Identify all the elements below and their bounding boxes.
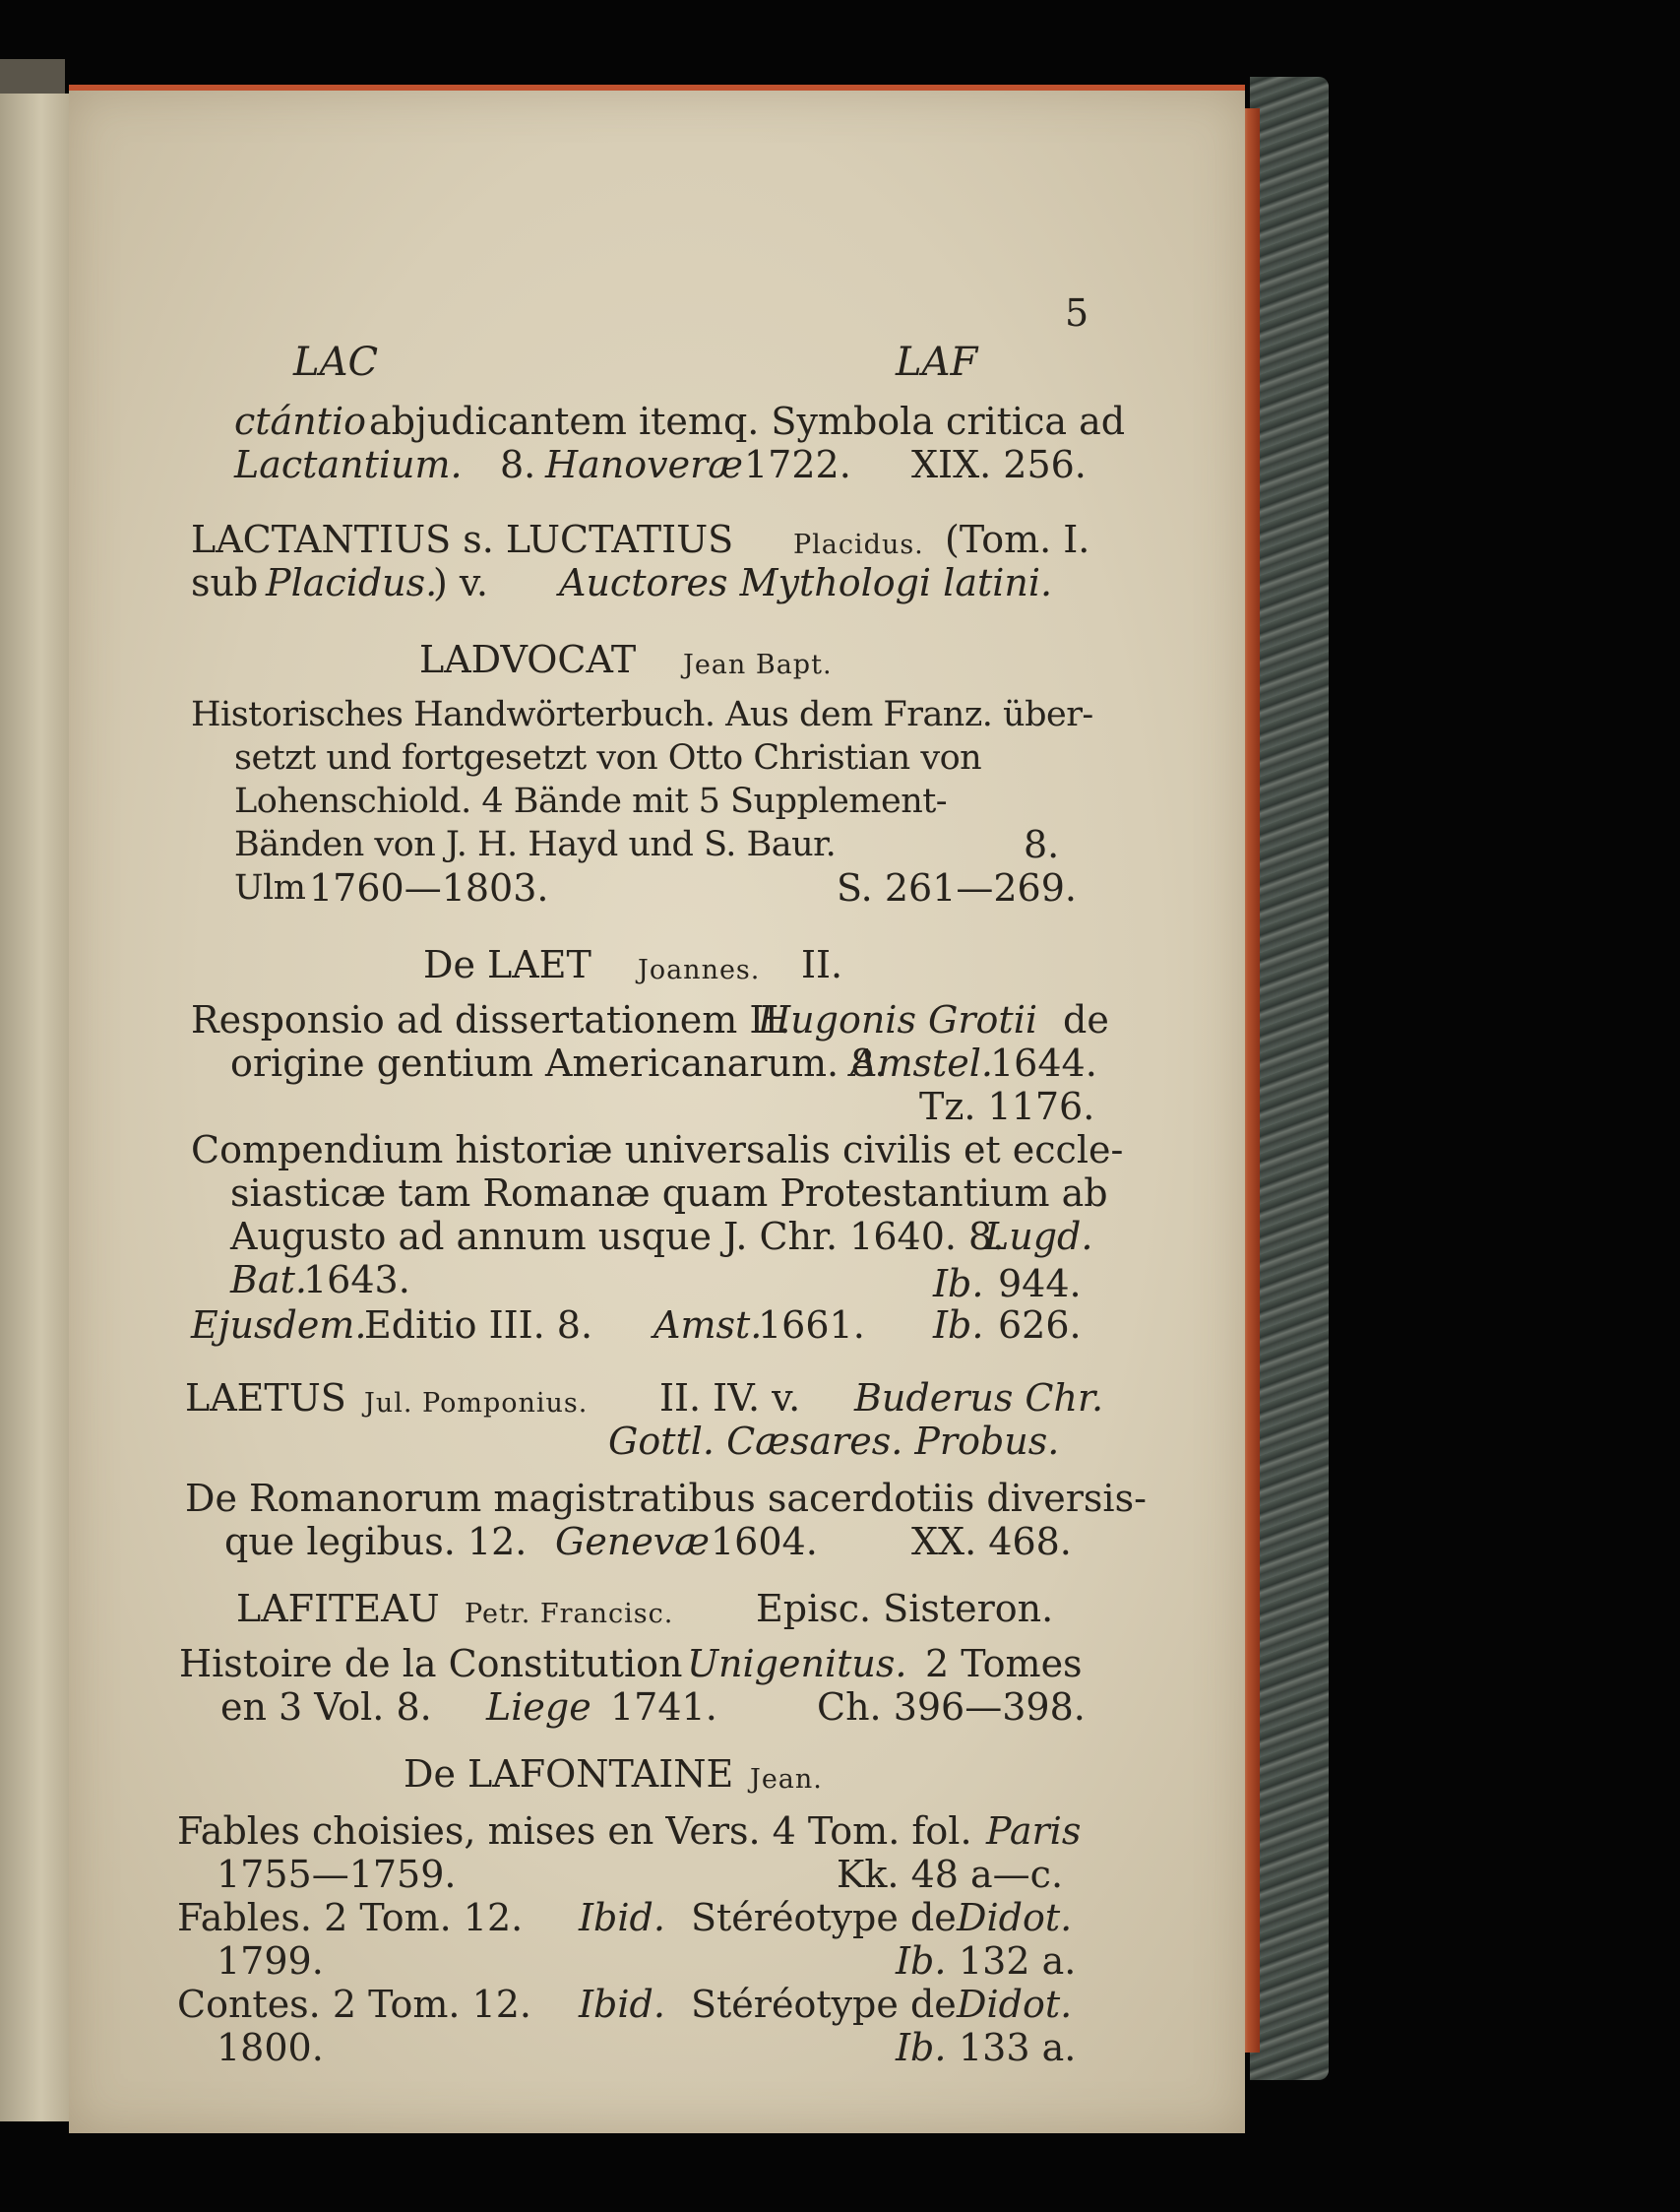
entry-text: en 3 Vol. 8. [220,1685,432,1729]
entry-text: abjudicantem itemq. Symbola critica ad [369,400,1126,443]
entry-text: S. 261—269. [837,866,1077,910]
entry-text: Liege [486,1685,591,1729]
fraktur-text: Lohenschiold. 4 Bände mit 5 Supplement- [234,782,948,821]
author-heading: De LAET [423,943,591,986]
entry-text: ctántio [234,400,366,443]
entry-text: Histoire de la Constitution [179,1642,683,1685]
running-header-left: LAC [293,340,379,385]
left-page-edge [0,94,69,2121]
entry-text: Bat. [230,1258,307,1301]
entry-text: Amst. [653,1303,763,1347]
author-firstname: Jean Bapt. [683,650,833,680]
entry-text: Hanoveræ [545,443,743,486]
shelfmark: Tz. 1176. [919,1085,1095,1128]
left-cover-edge [0,59,65,98]
author-firstname: Joannes. [638,955,761,985]
entry-text: siasticæ tam Romanæ quam Protestantium ab [230,1171,1108,1215]
entry-text: que legibus. 12. [224,1520,528,1563]
entry-text: de [1063,998,1109,1042]
entry-text: 1755—1759. [217,1853,457,1896]
fraktur-text: Ulm [234,868,306,908]
entry-text: (Tom. I. [945,518,1090,561]
entry-text: XX. 468. [911,1520,1072,1563]
entry-text: Stéréotype de [691,1896,957,1939]
author-heading: LADVOCAT [419,638,637,681]
entry-text: 1661. [758,1303,865,1347]
entry-text: Fables choisies, mises en Vers. 4 Tom. fol. [177,1809,972,1853]
entry-text: Kk. 48 a—c. [837,1853,1064,1896]
entry-text: 8. [1024,823,1060,866]
entry-text: origine gentium Americanarum. 8. [230,1042,887,1085]
entry-text: sub [191,561,259,604]
entry-text: Lactantium. [234,443,463,486]
entry-text: 133 a. [959,2026,1077,2069]
author-firstname: Jul. Pomponius. [364,1388,589,1419]
entry-text: Ib. [896,2026,947,2069]
author-heading: LAETUS [185,1376,346,1420]
entry-text: 8. [500,443,536,486]
entry-text: Hugonis Grotii [758,998,1037,1042]
entry-text: Ibid. [579,1896,665,1939]
running-header-right: LAF [896,340,978,385]
entry-text: Lugd. [984,1215,1093,1258]
entry-text: Compendium historiæ universalis civilis et eccle- [191,1128,1124,1171]
page-5 [69,85,1245,2133]
entry-text: Fables. 2 Tom. 12. [177,1896,524,1939]
entry-text: Stéréotype de [691,1983,957,2026]
entry-text: Didot. [957,1896,1073,1939]
entry-text: Editio III. 8. [364,1303,593,1347]
entry-text: 1604. [711,1520,818,1563]
entry-text: XIX. 256. [911,443,1087,486]
entry-text: 944. [998,1262,1082,1305]
entry-text: ) v. [433,561,488,604]
book-cover-right [1250,77,1329,2080]
entry-text: Ejusdem. [191,1303,367,1347]
entry-text: Paris [986,1809,1082,1853]
entry-text: Placidus. [266,561,438,604]
author-heading: LACTANTIUS s. LUCTATIUS [191,518,734,561]
author-firstname: Petr. Francisc. [465,1599,674,1629]
entry-text: Ch. 396—398. [817,1685,1086,1729]
entry-text: 1800. [217,2026,324,2069]
entry-text: 1741. [610,1685,717,1729]
entry-text: 1644. [990,1042,1097,1085]
entry-text: De Romanorum magistratibus sacerdotiis diversis- [185,1477,1147,1520]
fraktur-text: Bänden von J. H. Hayd und S. Baur. [234,825,837,864]
entry-text: Ib. [933,1262,984,1305]
entry-text: Gottl. Cæsares. Probus. [608,1420,1060,1463]
entry-text: 132 a. [959,1939,1077,1983]
entry-text: Ib. [933,1303,984,1347]
entry-text: Unigenitus. [687,1642,907,1685]
fraktur-text: setzt und fortgesetzt von Otto Christian von [234,738,982,778]
entry-text: 1760—1803. [309,866,549,910]
entry-text: Didot. [957,1983,1073,2026]
entry-text: 1643. [303,1258,410,1301]
entry-text: Ib. [896,1939,947,1983]
entry-text: Ibid. [579,1983,665,2026]
entry-text: Augusto ad annum usque J. Chr. 1640. 8. [230,1215,1005,1258]
entry-text: II. IV. v. [659,1376,801,1420]
entry-text: Genevæ [555,1520,710,1563]
author-firstname: Jean. [750,1764,823,1795]
entry-text: Buderus Chr. [854,1376,1104,1420]
entry-text: Auctores Mythologi latini. [559,561,1053,604]
entry-text: Contes. 2 Tom. 12. [177,1983,531,2026]
entry-text: 1722. [744,443,851,486]
author-heading: LAFITEAU [236,1587,440,1630]
entry-text: 626. [998,1303,1082,1347]
author-firstname: Placidus. [793,530,924,560]
entry-text: Responsio ad dissertationem II. [191,998,791,1042]
page-number: 5 [1065,291,1089,335]
entry-text: 2 Tomes [925,1642,1083,1685]
entry-text: 1799. [217,1939,324,1983]
author-heading: De LAFONTAINE [404,1752,734,1796]
entry-text: II. [801,943,843,986]
entry-text: Episc. Sisteron. [756,1587,1054,1630]
entry-text: Amstel. [850,1042,993,1085]
fraktur-text: Historisches Handwörterbuch. Aus dem Franz. über- [191,695,1093,734]
